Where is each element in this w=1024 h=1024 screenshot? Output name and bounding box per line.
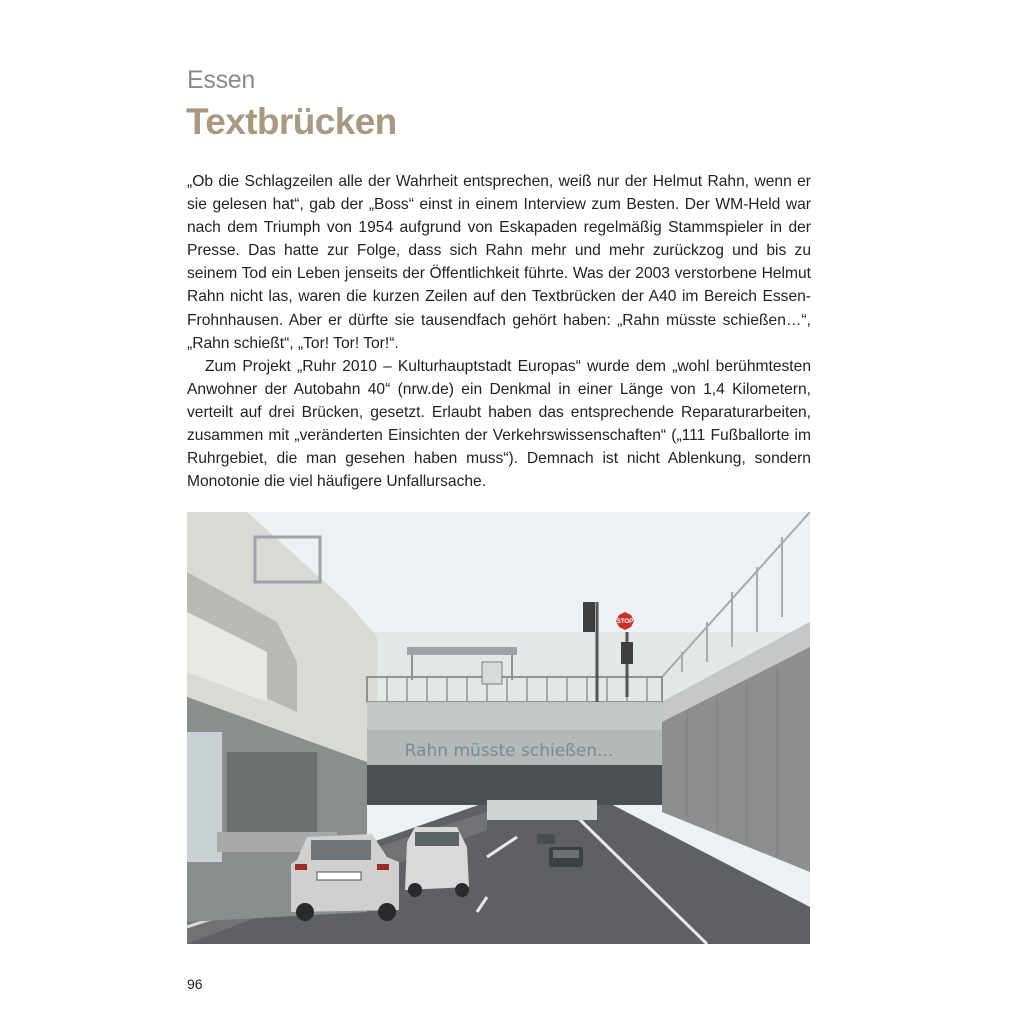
paragraph-2: Zum Projekt „Ruhr 2010 – Kulturhauptstadt Europas“ wurde dem „wohl berühmtesten Anwohner der Autobahn 40“ (nrw.de) ein Denkmal in einer Länge von 1,4 Kilometern, verteilt auf drei Brücken, gesetzt. Erlaubt haben das entsprechende Reparaturarbeiten, zusammen mit „veränderten Einsichten der Verkehrswissenschaften“ („111 Fußballorte im Ruhrgebiet, die man gesehen haben muss“). Demnach ist nicht Ablenkung, sondern Monotonie die viel häufigere Unfallursache. <box>187 357 811 491</box>
article-body <box>187 170 811 493</box>
bridge-inscription: Rahn müsste schießen... <box>404 741 614 761</box>
paragraph-1: „Ob die Schlagzeilen alle der Wahrheit entsprechen, weiß nur der Helmut Rahn, wenn er sie gelesen hat“, gab der „Boss“ einst in einem Interview zum Besten. Der WM-Held war nach dem Triumph von 1954 aufgrund von Eskapaden regelmäßig Stammspieler in der Presse. Das hatte zur Folge, dass sich Rahn mehr und mehr zurückzog und bis zu seinem Tod ein Leben jenseits der Öffentlichkeit führte. Was der 2003 verstorbene Helmut Rahn nicht las, waren die kurzen Zeilen auf den Textbrücken der A40 im Bereich Essen-Frohnhausen. Aber er dürfte sie tausendfach gehört haben: „Rahn müsste schießen…“, „Rahn schießt“, „Tor! Tor! Tor!“. <box>187 173 811 352</box>
car-middle <box>405 827 469 897</box>
page-title: Textbrücken <box>186 101 397 142</box>
page-number: 96 <box>187 976 203 992</box>
photo-autobahn-text-bridge <box>187 512 810 944</box>
stop-sign-text: STOP <box>616 619 634 625</box>
section-kicker: Essen <box>187 66 255 94</box>
